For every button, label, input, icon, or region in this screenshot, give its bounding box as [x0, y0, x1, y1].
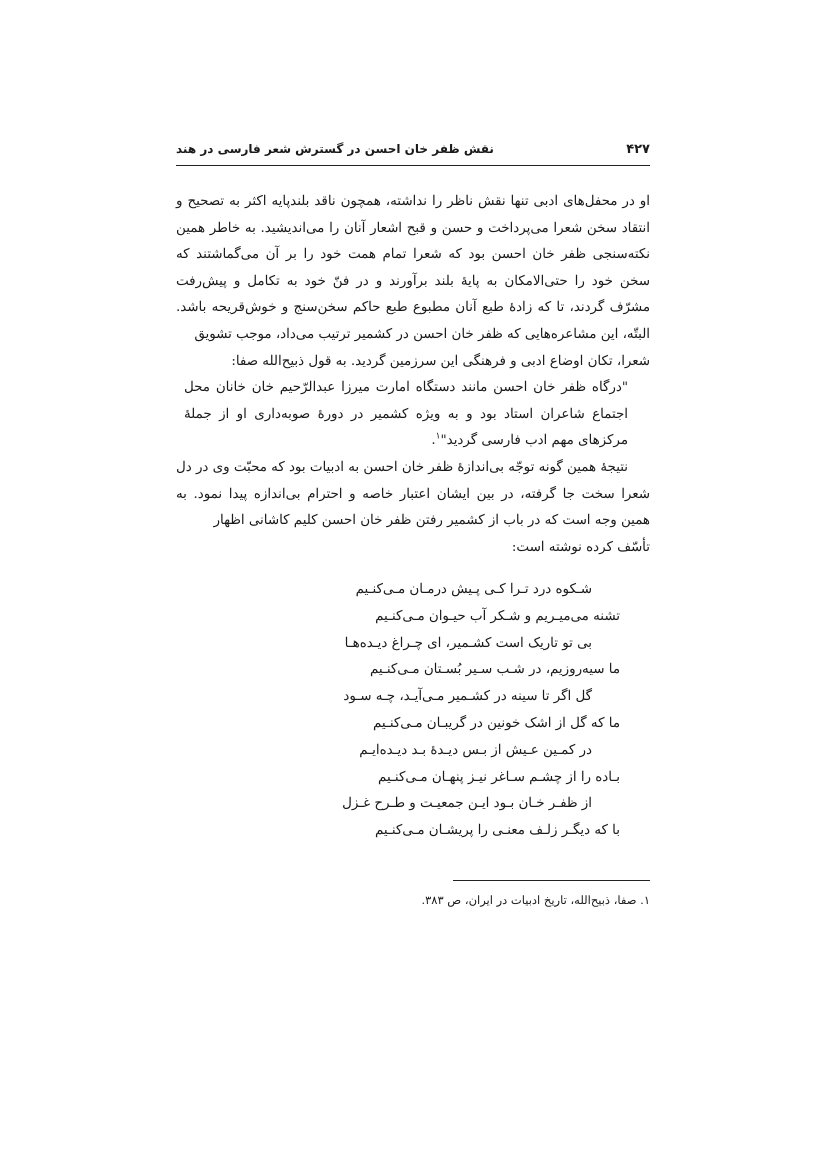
header-divider: [176, 165, 650, 166]
running-title: نقش ظفر خان احسن در گسترش شعر فارسی در هند: [176, 142, 494, 156]
footnote: ۱. صفا، ذبیح‌الله، تاریخ ادبیات در ایران، ص ۳۸۳.: [421, 893, 650, 907]
page-number: ۴۲۷: [626, 142, 650, 157]
footnote-mark[interactable]: ۱: [435, 431, 441, 442]
footnote-divider: [453, 880, 650, 881]
quote-text: "درگاه ظفر خان احسن مانند دستگاه امارت میرزا عبدالرّحیم خان خانان محل اجتماع شاعران استاد بود و به ویژه کشمیر در دورهٔ صوبه‌داری او از جملهٔ مرکزهای مهم ادب فارسی گردید": [184, 380, 628, 449]
verse-hemistich-1: در کمـین عـیش از بـس دیـدهٔ بـد دیـده‌ایـم: [359, 742, 592, 758]
paragraph-1-last-line: شعرا، تکان اوضاع ادبی و فرهنگی این سرزمین گردید. به قول ذبیح‌الله صفا:: [231, 353, 650, 369]
paragraph-2: نتیجهٔ همین گونه توجّه بی‌اندازهٔ ظفر خان احسن به ادبیات بود که محبّت وی در دل شعرا سخت جا گرفته، در بین ایشان اعتبار خاصه و احترام بی‌اندازه پیدا نمود. به همین وجه است که در باب از کشمیر رفتن ظفر خان احسن کلیم کاشانی اظهار: [176, 459, 650, 529]
verse-hemistich-1: گل اگر تا سینه در کشـمیر مـی‌آیـد، چـه سـود: [343, 689, 592, 705]
poem: [176, 577, 650, 845]
verse-hemistich-2: ما که گل از اشک خونین در گریبـان مـی‌کنـیم: [373, 715, 620, 731]
paragraph-1: او در محفل‌های ادبی تنها نقش ناظر را نداشته، همچون ناقد بلندپایه اکثر به تصحیح و انتقاد سخن شعرا می‌پرداخت و حسن و قبح اشعار آنان را می‌اندیشید. به خاطر همین نکته‌سنجی ظفر خان احسن بود که شعرا تمام همت خود را بر آن می‌گماشتند که سخن خود را حتی‌الامکان به پایهٔ بلند برآورند و در فنّ خود به تکامل و پیش‌رفت مشرّف گردند، تا که زادهٔ طبع آنان مطبوع طبع حاکم سخن‌سنج و خوش‌قریحه باشد. البتّه، این مشاعره‌هایی که ظفر خان احسن در کشمیر ترتیب می‌داد، موجب تشویق: [176, 194, 650, 342]
main-text: [176, 189, 650, 561]
verse-hemistich-2: تشنه می‌میـریم و شـکر آب حیـوان مـی‌کنـیم: [375, 608, 620, 624]
verse-hemistich-2: بـاده را از چشـم سـاغر نیـز پنهـان مـی‌کنـیم: [378, 769, 620, 785]
page-header: [176, 138, 650, 162]
verse-hemistich-2: ما سیه‌روزیم، در شـب سـیر بُسـتان مـی‌کنـیم: [370, 662, 620, 678]
paragraph-2-last-line: تأسّف کرده نوشته است:: [511, 539, 650, 555]
verse-hemistich-1: بی تو تاریک است کشـمیر، ای چـراغ دیـده‌هـا: [344, 635, 592, 651]
verse-hemistich-2: با که دیگـر زلـف معنـی را پریشـان مـی‌کنـیم: [374, 823, 620, 839]
verse-hemistich-1: از ظفـر خـان بـود ایـن جمعیـت و طـرح غـزل: [342, 796, 592, 812]
block-quote: "درگاه ظفر خان احسن مانند دستگاه امارت میرزا عبدالرّحیم خان خانان محل اجتماع شاعران استاد بود و به ویژه کشمیر در دورهٔ صوبه‌داری او از جملهٔ مرکزهای مهم ادب فارسی گردید"$^۱$.: [184, 380, 628, 449]
verse-hemistich-1: شـکوه درد تـرا کـی پـیش درمـان مـی‌کنـیم: [355, 582, 592, 597]
